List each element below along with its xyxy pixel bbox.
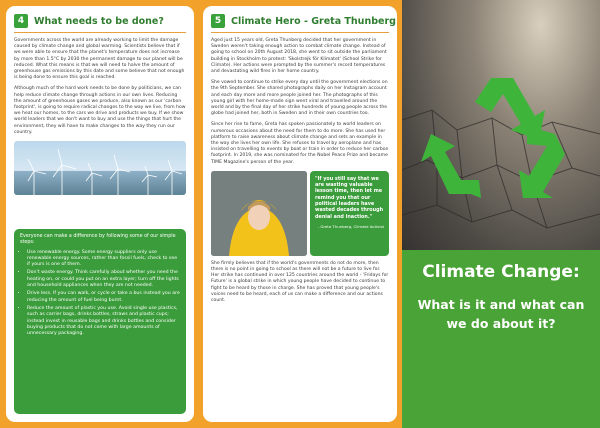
greta-thunberg-photo bbox=[211, 171, 307, 256]
paragraph: Aged just 15 years old, Greta Thunberg decided that her government in Sweden weren't taking enough action to combat climate change. Instead of going to school on 20th August 2018, she went to sit outside the parliament building in Stockholm to protest: 'Skolstrejk för Klimatet' (School Strike for Climate). Her actions were prompted by the summer's record temperatures and devastating wild fires in her home country. bbox=[211, 38, 387, 75]
list-item: • Don't waste energy. Think carefully about whether you need the heating on, or could you put on an extra layer; turn off the lights and household appliances when they are not needed. bbox=[27, 270, 180, 289]
simple-steps-box bbox=[14, 229, 186, 414]
section-4-panel bbox=[6, 6, 194, 422]
section-number-badge: 5 bbox=[211, 14, 225, 28]
cover-panel bbox=[402, 0, 600, 428]
section-5-heading bbox=[211, 14, 396, 28]
section-5-panel bbox=[203, 6, 397, 422]
list-item: • Drive less. If you can walk, or cycle or take a bus instead you are reducing the amount of fuel being burnt. bbox=[27, 291, 180, 304]
cover-subtitle: What is it and what can we do about it? bbox=[417, 297, 585, 331]
section-number-badge: 4 bbox=[14, 14, 28, 28]
paragraph: Although much of the hard work needs to be done by politicians, we can help reduce climate change through actions in our own lives. Reducing the amount of greenhouse gases we produce, also known as our 'carbon footprint', is going to require radical changes to the way we live, from how we heat our homes, to the cars we drive and products we buy. If we show world leaders that we don't want to buy and use the things that hurt the environment, they will have to make changes to the way they run our country. bbox=[14, 86, 186, 135]
quote-attribution: - Greta Thunberg, Climate Activist bbox=[317, 223, 384, 229]
heading-divider bbox=[211, 32, 389, 33]
section-title: What needs to be done? bbox=[34, 15, 164, 27]
cover-title: Climate Change: bbox=[422, 262, 580, 282]
steps-list bbox=[20, 250, 180, 338]
section-title: Climate Hero - Greta Thunberg bbox=[231, 15, 396, 27]
cracked-earth-photo bbox=[402, 0, 600, 250]
paragraph: Since her rise to fame, Greta has spoken passionately to world leaders on numerous occasions about the need for them to do more. She has used her platform to raise awareness about climate change and sets an example in the way she lives her own life. She refuses to travel by aeroplane and has insisted on travelling to events by boat or train in order to reduce her carbon footprint. In 2019, she was nominated for the Nobel Peace Prize and became TIME Magazine's person of the year. bbox=[211, 122, 389, 165]
recycle-icon bbox=[421, 78, 565, 198]
list-item: • Reduce the amount of plastic you use. Avoid single use plastics, such as carrier bags, drinks bottles, straws and plastic cups; instead invest in reusable bags and drinks bottles and consider buying products that do not come with large amounts of unnecessary packaging. bbox=[27, 306, 180, 337]
paragraph: She vowed to continue to strike every day until the government elections on the 9th September. She shared photographs daily on her Instagram account and each day more and more people joined her. The photographs of this young girl with her home-made sign went viral and travelled around the world and by the final day of her strike hundreds of young people across the globe had joined her, both in Sweden and in their own countries too. bbox=[211, 80, 388, 117]
list-item: • Use renewable energy. Some energy suppliers only use renewable energy sources, rather than fossil fuels, check to see if yours is one of them. bbox=[27, 250, 180, 269]
quote-text: "If you still say that we are wasting valuable lesson time, then let me remind you that our political leaders have wasted decades through denial and inaction." bbox=[315, 175, 384, 220]
section-4-heading bbox=[14, 14, 186, 28]
paragraph: Governments across the world are already working to limit the damage caused by climate change and global warming. Scientists believe that if we were able to ensure that the planet's temperature does not increase by more than 1.5°C by 2030 the permanent damage to our planet will be reduced. What this means is that we will need to halve the amount of greenhouse gas emissions by this date and some believe that not enough is being done to ensure this goal is reached. bbox=[14, 38, 185, 81]
wind-turbines-photo bbox=[14, 141, 186, 195]
greta-feature-row bbox=[211, 171, 389, 256]
paragraph: She firmly believes that if the world's governments do not do more, then there is no point in going to school as there will not be a future to live for. Her strike has continued in over 125 countries around the world - 'Fridays for Future' is a global strike in which young people have decided to continue to fight to be heard by those in charge. She has proved that young people's voices need to be heard, each of us can make a difference and our actions count. bbox=[211, 260, 389, 304]
steps-intro: Everyone can make a difference by following some of our simple steps: bbox=[20, 234, 176, 246]
heading-divider bbox=[14, 32, 186, 33]
quote-box bbox=[310, 171, 389, 256]
